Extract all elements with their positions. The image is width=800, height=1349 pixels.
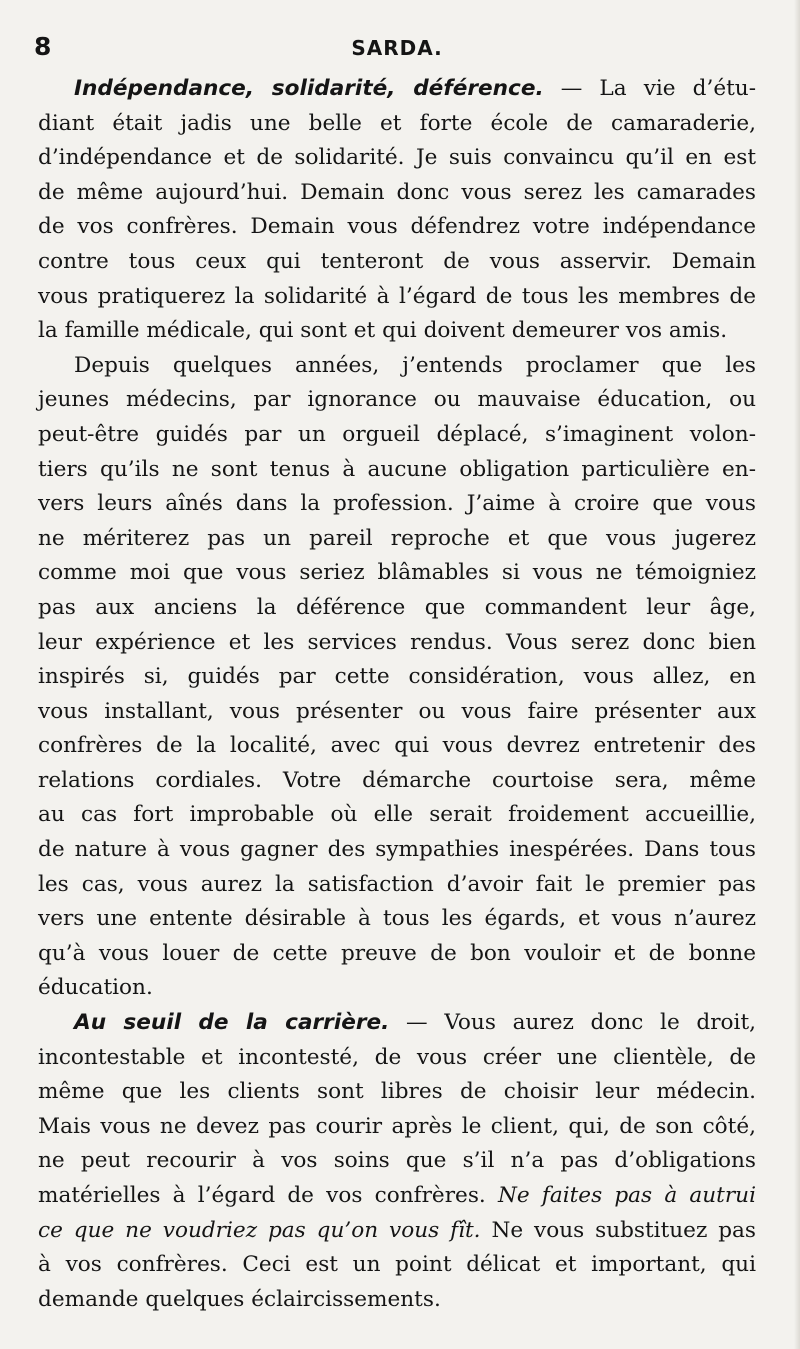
text-line: éducation.: [38, 975, 153, 1001]
text-line: vers une entente désirable à tous les égards, et vous n’aurez: [38, 906, 756, 932]
text-line: comme moi que vous seriez blâmables si vous ne témoigniez: [38, 560, 756, 586]
text-line: — Vous aurez donc le droit,: [389, 1010, 756, 1036]
text-line: qu’à vous louer de cette preuve de bon vouloir et de bonne: [38, 940, 756, 966]
text-line: — La vie d’étu-: [543, 76, 756, 101]
body-text: [38, 72, 756, 1317]
text-line: inspirés si, guidés par cette considération, vous allez, en: [38, 664, 756, 690]
section-heading: Au seuil de la carrière.: [74, 1010, 390, 1036]
text-line: incontestable et incontesté, de vous créer une clientèle, de: [38, 1044, 756, 1070]
text-line: de nature à vous gagner des sympathies inespérées. Dans tous: [38, 837, 756, 863]
text-line-mixed: [38, 1214, 756, 1249]
text-line: peut-être guidés par un orgueil déplacé, s’imaginent volon-: [38, 421, 756, 447]
text-line: Mais vous ne devez pas courir après le client, qui, de son côté,: [38, 1113, 756, 1139]
text-line: pas aux anciens la déférence que commandent leur âge,: [38, 594, 756, 620]
text-line: d’indépendance et de solidarité. Je suis convaincu qu’il en est: [38, 145, 756, 171]
text-line: au cas fort improbable où elle serait froidement accueillie,: [38, 802, 756, 828]
text-line: vers leurs aînés dans la profession. J’aime à croire que vous: [38, 491, 756, 517]
text-line: Depuis quelques années, j’entends proclamer que les: [74, 352, 756, 378]
text-line: la famille médicale, qui sont et qui doivent demeurer vos amis.: [38, 318, 728, 344]
text-line: relations cordiales. Votre démarche courtoise sera, même: [38, 767, 756, 793]
italic-quote: ce que ne voudriez pas qu’on vous fît.: [38, 1217, 481, 1243]
text-line-mixed: [38, 1179, 756, 1214]
text-line: jeunes médecins, par ignorance ou mauvaise éducation, ou: [38, 387, 756, 413]
text-line: vous installant, vous présenter ou vous faire présenter aux: [38, 698, 756, 724]
section-heading-line: [38, 72, 756, 107]
text-segment: Ne vous substituez pas: [480, 1217, 756, 1243]
text-line: même que les clients sont libres de choisir leur médecin.: [38, 1079, 756, 1105]
text-line: contre tous ceux qui tenteront de vous asservir. Demain: [38, 248, 756, 274]
text-line: leur expérience et les services rendus. Vous serez donc bien: [38, 629, 756, 655]
text-line: ne peut recourir à vos soins que s’il n’a pas d’obligations: [38, 1148, 756, 1174]
running-head: [34, 28, 760, 68]
italic-quote: Ne faites pas à autrui: [497, 1183, 756, 1208]
text-line: tiers qu’ils ne sont tenus à aucune obligation particulière en-: [38, 456, 756, 482]
text-line: de même aujourd’hui. Demain donc vous serez les camarades: [38, 179, 756, 205]
text-line: confrères de la localité, avec qui vous devrez entretenir des: [38, 733, 756, 759]
text-line: les cas, vous aurez la satisfaction d’avoir fait le premier pas: [38, 871, 756, 897]
running-title: SARDA.: [351, 36, 443, 60]
section-heading-line: [38, 1006, 756, 1041]
page-number: 8: [34, 32, 52, 61]
section-heading: Indépendance, solidarité, déférence.: [74, 76, 544, 101]
text-line: demande quelques éclaircissements.: [38, 1286, 441, 1312]
text-line: de vos confrères. Demain vous défendrez votre indépendance: [38, 214, 756, 240]
text-line: diant était jadis une belle et forte école de camaraderie,: [38, 110, 756, 136]
scan-edge-shadow: [794, 0, 800, 1349]
text-line: ne mériterez pas un pareil reproche et que vous jugerez: [38, 525, 756, 551]
text-line: à vos confrères. Ceci est un point délicat et important, qui: [38, 1252, 756, 1278]
text-line: vous pratiquerez la solidarité à l’égard de tous les membres de: [38, 283, 756, 309]
text-segment: matérielles à l’égard de vos confrères.: [38, 1183, 498, 1208]
